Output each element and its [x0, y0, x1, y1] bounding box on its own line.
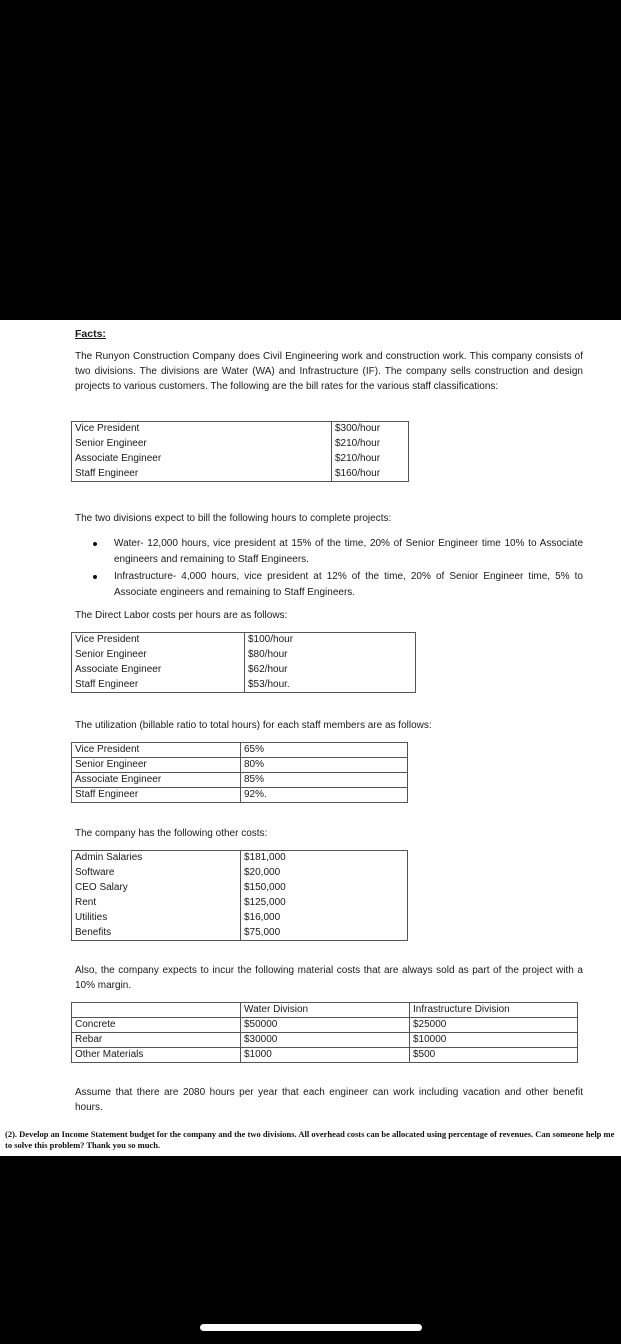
- table-row: [72, 1048, 578, 1063]
- rate-cell: $210/hour: [332, 437, 409, 452]
- table-row: [72, 1018, 578, 1033]
- amount-cell: $16,000: [241, 911, 408, 926]
- item-cell: Benefits: [72, 926, 241, 941]
- bullet-text: Infrastructure- 4,000 hours, vice president at 12% of the time, 20% of Senior Engineer time, 5% to Associate engineers and remaining to Staff Engineers.: [114, 571, 583, 598]
- amount-cell: $181,000: [241, 851, 408, 866]
- direct-labor-table: [71, 632, 416, 693]
- table-row: [72, 1003, 578, 1018]
- table-row: [72, 678, 416, 693]
- table-row: [72, 881, 408, 896]
- table-row: [72, 437, 409, 452]
- table-row: [72, 788, 408, 803]
- table-row: [72, 663, 416, 678]
- table-row: [72, 633, 416, 648]
- list-item: [93, 569, 583, 601]
- pct-cell: 65%: [241, 743, 408, 758]
- table-row: [72, 773, 408, 788]
- hours-intro: The two divisions expect to bill the following hours to complete projects:: [75, 513, 392, 524]
- role-cell: Senior Engineer: [72, 758, 241, 773]
- role-cell: Senior Engineer: [72, 648, 245, 663]
- rate-cell: $210/hour: [332, 452, 409, 467]
- item-cell: Rent: [72, 896, 241, 911]
- amount-cell: $150,000: [241, 881, 408, 896]
- item-cell: Other Materials: [72, 1048, 241, 1063]
- role-cell: Vice President: [72, 633, 245, 648]
- water-cell: $1000: [241, 1048, 410, 1063]
- water-division-header: Water Division: [241, 1003, 410, 1018]
- question-text: (2). Develop an Income Statement budget for the company and the two divisions. All overhead costs can be allocated using percentage of revenues. Can someone help me to solve this problem? Thank you so much.: [5, 1129, 615, 1150]
- infra-cell: $500: [410, 1048, 578, 1063]
- facts-heading: Facts:: [75, 328, 106, 340]
- table-row: [72, 911, 408, 926]
- table-row: [72, 758, 408, 773]
- water-cell: $30000: [241, 1033, 410, 1048]
- other-costs-intro: The company has the following other costs:: [75, 828, 268, 839]
- bottom-black-area: [0, 1156, 621, 1344]
- role-cell: Staff Engineer: [72, 788, 241, 803]
- utilization-table: [71, 742, 408, 803]
- amount-cell: $20,000: [241, 866, 408, 881]
- rate-cell: $160/hour: [332, 467, 409, 482]
- list-item: [93, 536, 583, 568]
- role-cell: Staff Engineer: [72, 467, 332, 482]
- table-row: [72, 467, 409, 482]
- top-black-area: [0, 0, 621, 320]
- water-cell: $50000: [241, 1018, 410, 1033]
- home-indicator[interactable]: [200, 1324, 422, 1331]
- bullet-icon: [93, 575, 97, 579]
- infra-cell: $25000: [410, 1018, 578, 1033]
- material-intro: Also, the company expects to incur the following material costs that are always sold as part of the project with a 10% margin.: [75, 965, 583, 991]
- bullet-text: Water- 12,000 hours, vice president at 15% of the time, 20% of Senior Engineer time 10% to Associate engineers and remaining to Staff Engineers.: [114, 538, 583, 565]
- direct-labor-intro: The Direct Labor costs per hours are as follows:: [75, 610, 288, 621]
- table-row: [72, 452, 409, 467]
- table-row: [72, 1033, 578, 1048]
- pct-cell: 80%: [241, 758, 408, 773]
- item-cell: Software: [72, 866, 241, 881]
- table-row: [72, 896, 408, 911]
- cost-cell: $80/hour: [245, 648, 416, 663]
- amount-cell: $125,000: [241, 896, 408, 911]
- role-cell: Senior Engineer: [72, 437, 332, 452]
- role-cell: Associate Engineer: [72, 663, 245, 678]
- hours-bullet-list: [93, 536, 583, 601]
- utilization-intro: The utilization (billable ratio to total hours) for each staff members are as follows:: [75, 720, 432, 731]
- role-cell: Associate Engineer: [72, 452, 332, 467]
- infra-cell: $10000: [410, 1033, 578, 1048]
- bullet-icon: [93, 542, 97, 546]
- rate-cell: $300/hour: [332, 422, 409, 437]
- role-cell: Associate Engineer: [72, 773, 241, 788]
- item-header-cell: [72, 1003, 241, 1018]
- table-row: [72, 851, 408, 866]
- table-row: [72, 648, 416, 663]
- cost-cell: $100/hour: [245, 633, 416, 648]
- pct-cell: 92%.: [241, 788, 408, 803]
- amount-cell: $75,000: [241, 926, 408, 941]
- table-row: [72, 422, 409, 437]
- item-cell: Rebar: [72, 1033, 241, 1048]
- materials-table: [71, 1002, 578, 1063]
- document-page: [0, 320, 621, 1156]
- intro-paragraph: The Runyon Construction Company does Civil Engineering work and construction work. This company consists of two divisions. The divisions are Water (WA) and Infrastructure (IF). The company sells construction and design projects to various customers. The following are the bill rates for the various staff classifications:: [75, 351, 583, 392]
- item-cell: Utilities: [72, 911, 241, 926]
- pct-cell: 85%: [241, 773, 408, 788]
- table-row: [72, 866, 408, 881]
- cost-cell: $62/hour: [245, 663, 416, 678]
- hours-note: Assume that there are 2080 hours per year that each engineer can work including vacation and other benefit hours.: [75, 1087, 583, 1113]
- item-cell: Concrete: [72, 1018, 241, 1033]
- infrastructure-division-header: Infrastructure Division: [410, 1003, 578, 1018]
- table-row: [72, 926, 408, 941]
- role-cell: Vice President: [72, 743, 241, 758]
- cost-cell: $53/hour.: [245, 678, 416, 693]
- table-row: [72, 743, 408, 758]
- item-cell: CEO Salary: [72, 881, 241, 896]
- bill-rates-table: [71, 421, 409, 482]
- role-cell: Staff Engineer: [72, 678, 245, 693]
- role-cell: Vice President: [72, 422, 332, 437]
- item-cell: Admin Salaries: [72, 851, 241, 866]
- other-costs-table: [71, 850, 408, 941]
